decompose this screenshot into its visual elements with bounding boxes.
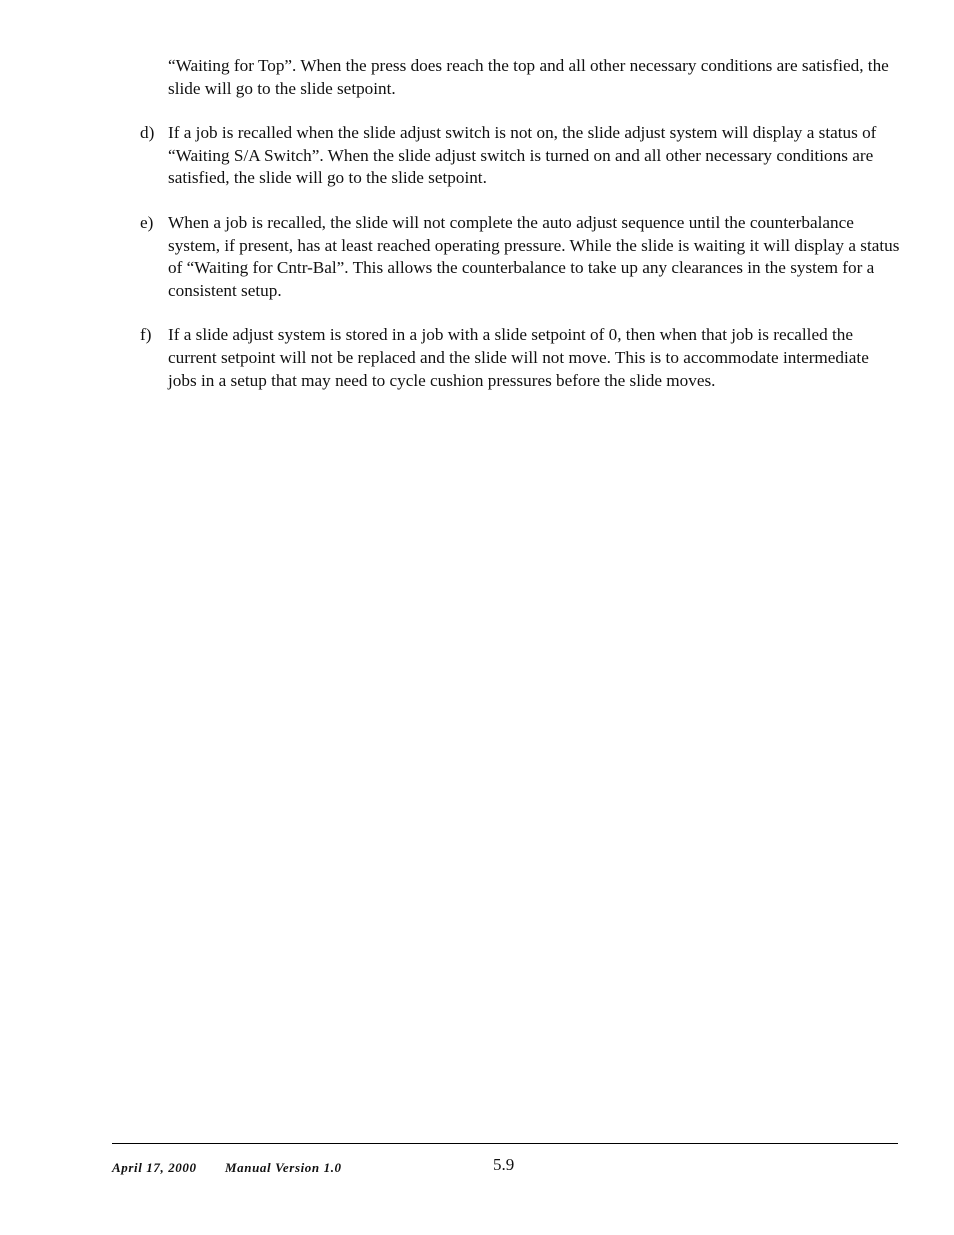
list-marker: d) [140, 123, 155, 143]
footer-rule [112, 1143, 898, 1144]
list-item-d [140, 122, 900, 190]
page-number: 5.9 [493, 1155, 515, 1174]
list-item-text: When a job is recalled, the slide will not complete the auto adjust sequence until the counterbalance system, if present, has at least reached operating pressure. While the slide is waiting it will display a status of “Waiting for Cntr-Bal”. This allows the counterbalance to take up any clearances in the system for a consistent setup. [168, 212, 900, 300]
list-item-e [140, 212, 900, 302]
continuation-paragraph: “Waiting for Top”. When the press does reach the top and all other necessary conditions are satisfied, the slide will go to the slide setpoint. [168, 56, 889, 98]
footer-date: April 17, 2000 [112, 1160, 197, 1175]
list-item-f [140, 324, 900, 392]
list-item-text: If a job is recalled when the slide adjust switch is not on, the slide adjust system will display a status of “Waiting S/A Switch”. When the slide adjust switch is turned on and all other necessary conditions are satisfied, the slide will go to the slide setpoint. [168, 123, 877, 188]
list-marker: f) [140, 325, 152, 345]
list-item-text: If a slide adjust system is stored in a job with a slide setpoint of 0, then when that job is recalled the current setpoint will not be replaced and the slide will not move. This is to accommodate intermediate jobs in a setup that may need to cycle cushion pressures before the slide moves. [168, 325, 869, 390]
list-marker: e) [140, 212, 154, 232]
body-text [140, 55, 900, 414]
footer-version: Manual Version 1.0 [225, 1160, 342, 1175]
